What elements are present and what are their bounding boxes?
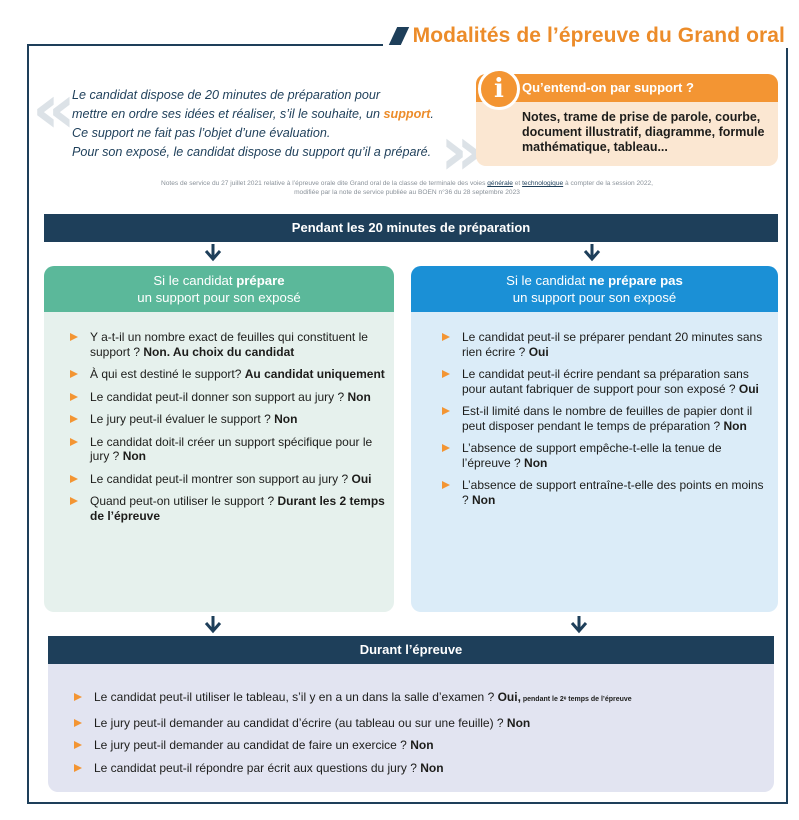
question-text: Quand peut-on utiliser le support ? — [90, 494, 278, 508]
question-text: Le candidat peut-il utiliser le tableau, s’il y en a un dans la salle d’examen ? — [94, 690, 498, 704]
intro-text-segment: mettre en ordre ses idées et réaliser, s’il le souhaite, un — [72, 107, 381, 121]
answer-text: Non. Au choix du candidat — [143, 344, 295, 359]
arrow-down-icon — [204, 616, 222, 634]
arrow-down-icon — [583, 244, 601, 262]
answer-text: Oui — [738, 381, 759, 396]
bullet-triangle-icon — [74, 764, 82, 772]
intro-text-segment: . — [430, 107, 434, 121]
header-bold: ne prépare pas — [589, 273, 683, 288]
header-segment: Si le candidat — [506, 273, 586, 288]
prepare-list — [58, 330, 388, 523]
header-line: un support pour son exposé — [137, 290, 301, 305]
intro-line — [72, 105, 472, 124]
intro-line: Pour son exposé, le candidat dispose du support qu’il a préparé. — [72, 145, 432, 159]
header-line — [411, 272, 778, 289]
bullet-triangle-icon — [70, 438, 78, 446]
close-quote-icon: » — [440, 112, 470, 191]
list-item — [430, 478, 770, 507]
answer-text: Non — [410, 738, 434, 752]
header-line: un support pour son exposé — [512, 290, 677, 305]
epreuve-list — [62, 690, 762, 775]
answer-text: Non — [274, 412, 298, 426]
answer-text: Non — [420, 760, 444, 775]
question-text: Y a-t-il un nombre exact de feuilles qui constituent le support ? — [90, 330, 368, 359]
info-title-bold: support — [633, 80, 683, 95]
header-segment: Si le candidat — [153, 273, 233, 288]
bullet-triangle-icon — [70, 475, 78, 483]
note-segment: Notes de service du 27 juillet 2021 relative à l’épreuve orale dite Grand oral de la classe de terminale des voies — [161, 180, 486, 187]
list-item — [62, 738, 762, 753]
bullet-triangle-icon — [442, 444, 450, 452]
answer-text: Non — [122, 449, 147, 463]
answer-text: Non — [723, 418, 747, 433]
intro-line: Le candidat dispose de 20 minutes de préparation pour — [72, 88, 381, 102]
bullet-triangle-icon — [442, 333, 450, 341]
question-text: Le candidat peut-il donner son support au jury ? — [90, 389, 348, 404]
arrow-down-icon — [570, 616, 588, 634]
intro-line: Ce support ne fait pas l’objet d’une évaluation. — [72, 126, 331, 140]
bullet-triangle-icon — [74, 719, 82, 727]
list-item — [430, 441, 770, 470]
answer-text: Non — [524, 455, 548, 470]
bullet-triangle-icon — [70, 393, 78, 401]
intro-highlight: support — [383, 107, 431, 121]
question-text: Le candidat peut-il écrire pendant sa préparation sans pour autant fabriquer de support pour son exposé ? — [462, 367, 749, 396]
bullet-triangle-icon — [70, 333, 78, 341]
info-title — [522, 80, 694, 95]
question-text: Le candidat peut-il répondre par écrit aux questions du jury ? — [94, 760, 421, 775]
answer-text: Oui — [351, 471, 372, 486]
question-text: Est-il limité dans le nombre de feuilles de papier dont il peut disposer pendant le temps de préparation ? — [462, 404, 753, 433]
answer-text: Non — [472, 492, 496, 507]
list-item — [58, 330, 388, 359]
no-prepare-column-header — [411, 266, 778, 312]
slash-decoration — [388, 27, 408, 45]
list-item — [58, 412, 388, 427]
answer-text: Oui, — [497, 690, 521, 704]
epreuve-bar: Durant l’épreuve — [48, 636, 774, 664]
list-item — [430, 367, 770, 396]
title-block — [383, 24, 789, 48]
page-title: Modalités de l’épreuve du Grand oral — [412, 24, 785, 47]
list-item — [430, 330, 770, 359]
note-segment: à compter de la session 2022, — [565, 180, 653, 187]
source-note — [40, 180, 774, 197]
info-title-segment: ? — [685, 80, 694, 95]
bullet-triangle-icon — [442, 481, 450, 489]
prepare-column-header — [44, 266, 394, 312]
question-text: Le candidat doit-il créer un support spécifique pour le jury ? — [90, 434, 373, 463]
bullet-triangle-icon — [74, 741, 82, 749]
bullet-triangle-icon — [442, 407, 450, 415]
list-item — [58, 472, 388, 487]
bullet-triangle-icon — [70, 497, 78, 505]
answer-note: pendant le 2ᵉ temps de l’épreuve — [520, 696, 632, 703]
info-box — [476, 74, 778, 166]
question-text: Le jury peut-il demander au candidat d’écrire (au tableau ou sur une feuille) ? — [94, 715, 507, 730]
link-generale[interactable]: générale — [487, 180, 513, 187]
link-technologique[interactable]: technologique — [522, 180, 564, 187]
list-item — [58, 435, 388, 464]
answer-text: Non — [347, 389, 371, 404]
list-item — [58, 494, 388, 523]
bullet-triangle-icon — [442, 370, 450, 378]
list-item — [58, 390, 388, 405]
question-text: Le candidat peut-il montrer son support au jury ? — [90, 471, 352, 486]
answer-text: Durant les 2 temps de l’épreuve — [90, 494, 385, 523]
preparation-bar: Pendant les 20 minutes de préparation — [44, 214, 778, 242]
no-prepare-list — [430, 330, 770, 507]
question-text: À qui est destiné le support? — [90, 367, 245, 381]
answer-text: Au candidat uniquement — [244, 367, 385, 381]
bullet-triangle-icon — [74, 693, 82, 701]
arrow-down-icon — [204, 244, 222, 262]
list-item — [62, 761, 762, 776]
note-segment: et — [514, 180, 521, 187]
info-title-segment: Qu’entend-on par — [522, 80, 631, 95]
bullet-triangle-icon — [70, 415, 78, 423]
bullet-triangle-icon — [70, 370, 78, 378]
question-text: Le candidat peut-il se préparer pendant 20 minutes sans rien écrire ? — [462, 330, 763, 359]
question-text: Le jury peut-il évaluer le support ? — [90, 412, 275, 426]
question-text: L’absence de support entraîne-t-elle des points en moins ? — [462, 478, 764, 507]
intro-text — [72, 86, 472, 162]
note-line — [40, 180, 774, 189]
question-text: L’absence de support empêche-t-elle la tenue de l’épreuve ? — [462, 441, 722, 470]
note-line: modifiée par la note de service publiée au BOEN n°36 du 28 septembre 2023 — [294, 188, 520, 196]
list-item — [58, 367, 388, 382]
answer-text: Oui — [528, 344, 549, 359]
answer-text: Non — [506, 715, 531, 730]
question-text: Le jury peut-il demander au candidat de faire un exercice ? — [94, 738, 411, 752]
info-text: Notes, trame de prise de parole, courbe, document illustratif, diagramme, formule mathématique, tableau... — [522, 110, 765, 154]
list-item — [430, 404, 770, 433]
header-bold: prépare — [236, 273, 285, 288]
list-item — [62, 716, 762, 731]
header-line — [44, 272, 394, 289]
list-item — [62, 690, 762, 708]
info-icon: i — [478, 68, 520, 110]
open-quote-icon: « — [32, 70, 62, 149]
